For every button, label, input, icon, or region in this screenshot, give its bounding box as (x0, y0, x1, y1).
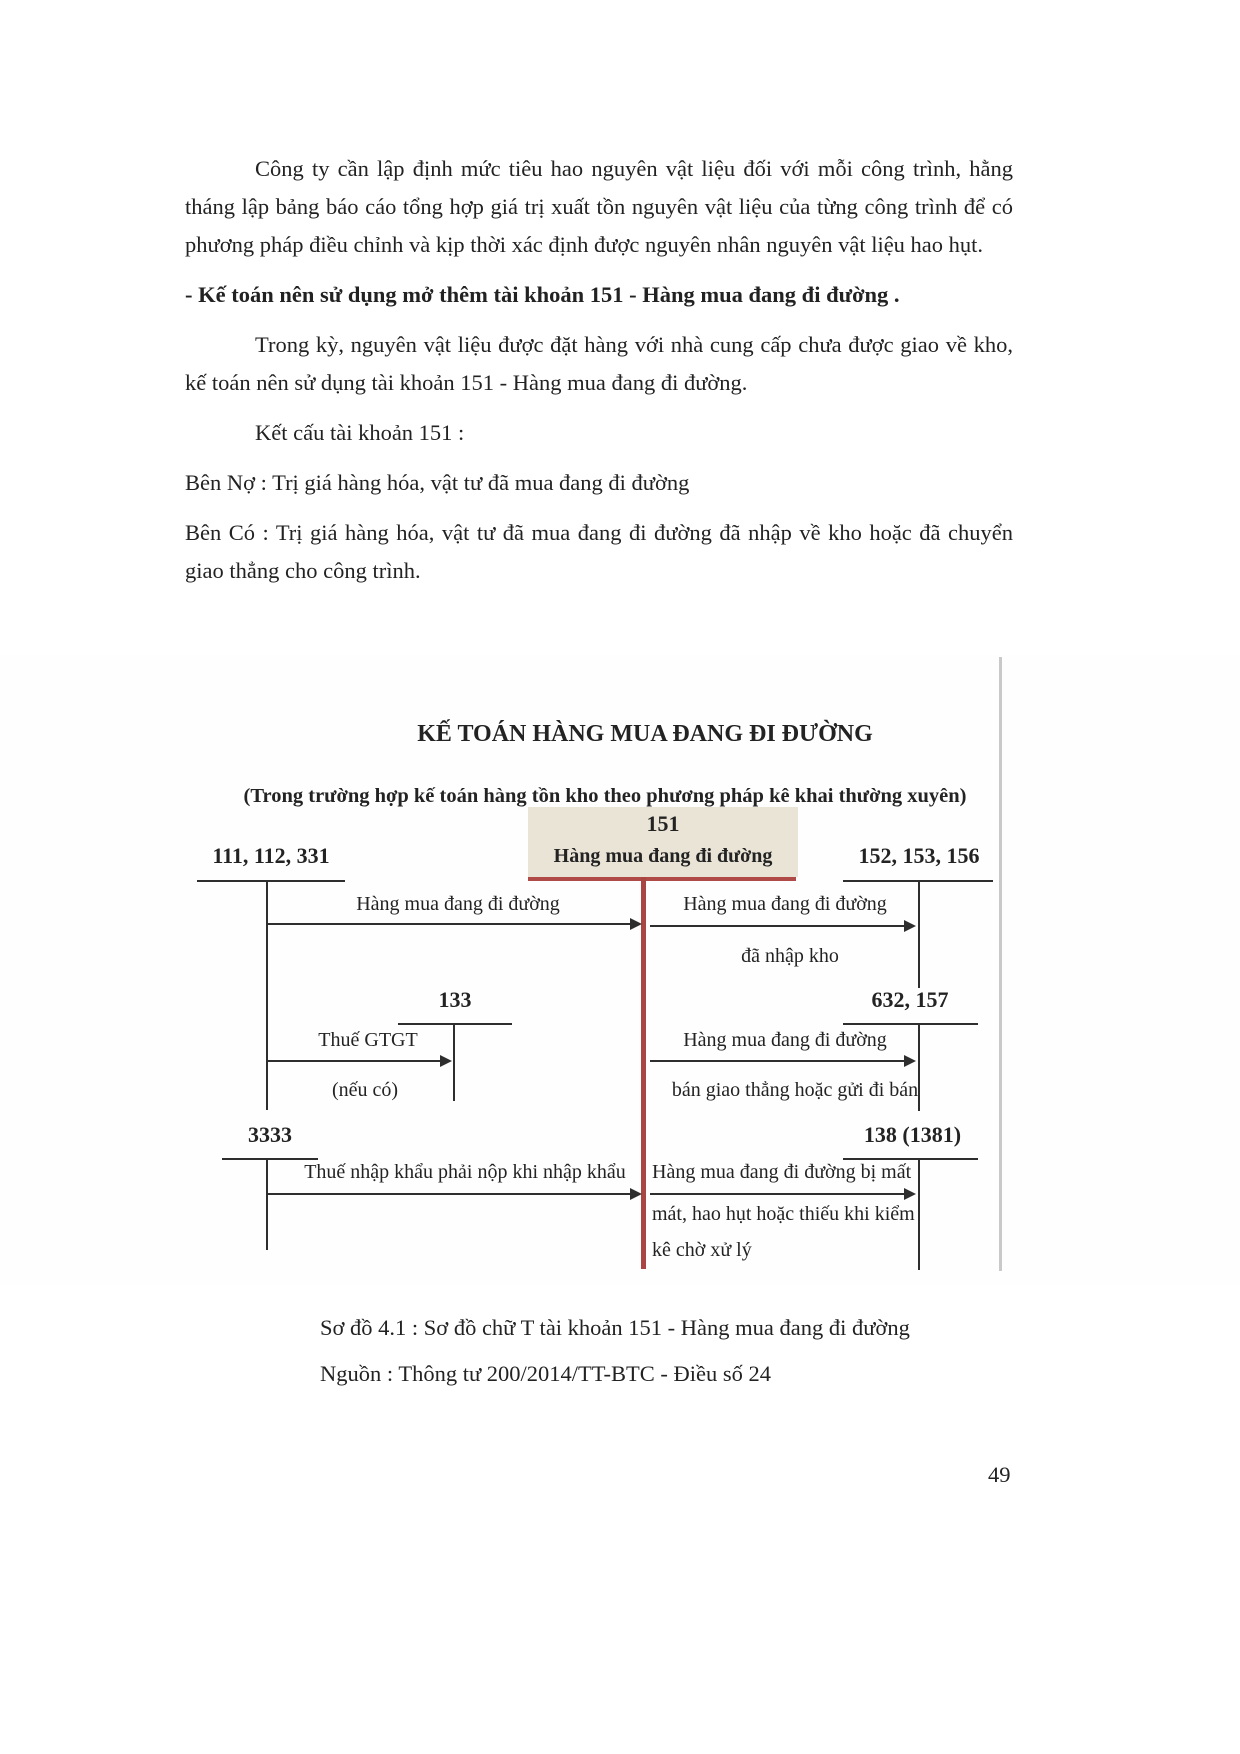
flow2-label-line1: Hàng mua đang đi đường (683, 893, 887, 915)
account-632-157: 632, 157 (871, 987, 949, 1012)
page-number: 49 (988, 1462, 1011, 1487)
account-152-153-156: 152, 153, 156 (858, 843, 980, 868)
flow2-arrow (650, 925, 914, 927)
account-underline (843, 1023, 978, 1025)
account-133: 133 (438, 987, 472, 1012)
account-vertical-line (266, 880, 268, 1110)
flow1-label: Hàng mua đang đi đường (356, 893, 560, 915)
account-3333: 3333 (248, 1122, 292, 1147)
paragraph: Bên Nợ : Trị giá hàng hóa, vật tư đã mua đang đi đường (185, 470, 690, 495)
paragraph: Công ty cần lập định mức tiêu hao nguyên vật liệu đối với mỗi công trình, hằng tháng lập bảng báo cáo tổng hợp giá trị xuất tồn nguyên vật liệu của từng công trình để có phương pháp điều chỉnh và kịp thời xác định được nguyên nhân nguyên vật liệu hao hụt. (185, 156, 1013, 257)
scan-artifact-line (999, 657, 1002, 1271)
flow4-label-line2: bán giao thẳng hoặc gửi đi bán (671, 1079, 919, 1101)
caption-line1: Sơ đồ 4.1 : Sơ đồ chữ T tài khoản 151 - Hàng mua đang đi đường (320, 1315, 910, 1340)
t-account-diagram (0, 655, 1240, 1285)
flow4-arrow (650, 1060, 914, 1062)
flow3-label-line2: (nếu có) (331, 1079, 399, 1101)
caption-line2: Nguồn : Thông tư 200/2014/TT-BTC - Điều số 24 (320, 1361, 771, 1386)
flow3-arrow (268, 1060, 450, 1062)
flow6-label-line2: mát, hao hụt hoặc thiếu khi kiểm (652, 1203, 915, 1225)
paragraph: Trong kỳ, nguyên vật liệu được đặt hàng với nhà cung cấp chưa được giao về kho, kế toán nên sử dụng tài khoản 151 - Hàng mua đang đi đường. (185, 332, 1013, 395)
paragraph: Bên Có : Trị giá hàng hóa, vật tư đã mua đang đi đường đã nhập về kho hoặc đã chuyển giao thẳng cho công trình. (185, 520, 1013, 583)
center-account-number: 151 (646, 811, 680, 836)
center-account-name: Hàng mua đang đi đường (553, 845, 773, 867)
flow4-label-line1: Hàng mua đang đi đường (683, 1029, 887, 1051)
center-account-underline (528, 877, 796, 881)
flow5-label: Thuế nhập khẩu phải nộp khi nhập khẩu (304, 1161, 626, 1183)
account-underline (222, 1158, 318, 1160)
account-underline (197, 880, 345, 882)
body-text-block (185, 150, 1013, 602)
section-heading: - Kế toán nên sử dụng mở thêm tài khoản 151 - Hàng mua đang đi đường . (185, 282, 900, 307)
account-underline (398, 1023, 512, 1025)
flow1-arrow (268, 923, 640, 925)
figure-caption (320, 1305, 1020, 1397)
diagram-title: KẾ TOÁN HÀNG MUA ĐANG ĐI ĐƯỜNG (417, 721, 873, 747)
flow3-label-line1: Thuế GTGT (318, 1029, 418, 1051)
center-account-vertical-line (641, 877, 646, 1269)
account-138-1381: 138 (1381) (863, 1122, 962, 1147)
flow2-label-line2: đã nhập kho (741, 945, 839, 967)
account-111-112-331: 111, 112, 331 (212, 843, 330, 868)
account-underline (843, 1158, 978, 1160)
flow6-label-line3: kê chờ xử lý (652, 1239, 752, 1261)
account-vertical-line (453, 1023, 455, 1101)
flow6-arrow (650, 1193, 914, 1195)
diagram-subtitle: (Trong trường hợp kế toán hàng tồn kho theo phương pháp kê khai thường xuyên) (243, 785, 967, 807)
paragraph: Kết cấu tài khoản 151 : (255, 420, 465, 445)
flow6-label-line1: Hàng mua đang đi đường bị mất (652, 1161, 912, 1183)
flow5-arrow (268, 1193, 640, 1195)
